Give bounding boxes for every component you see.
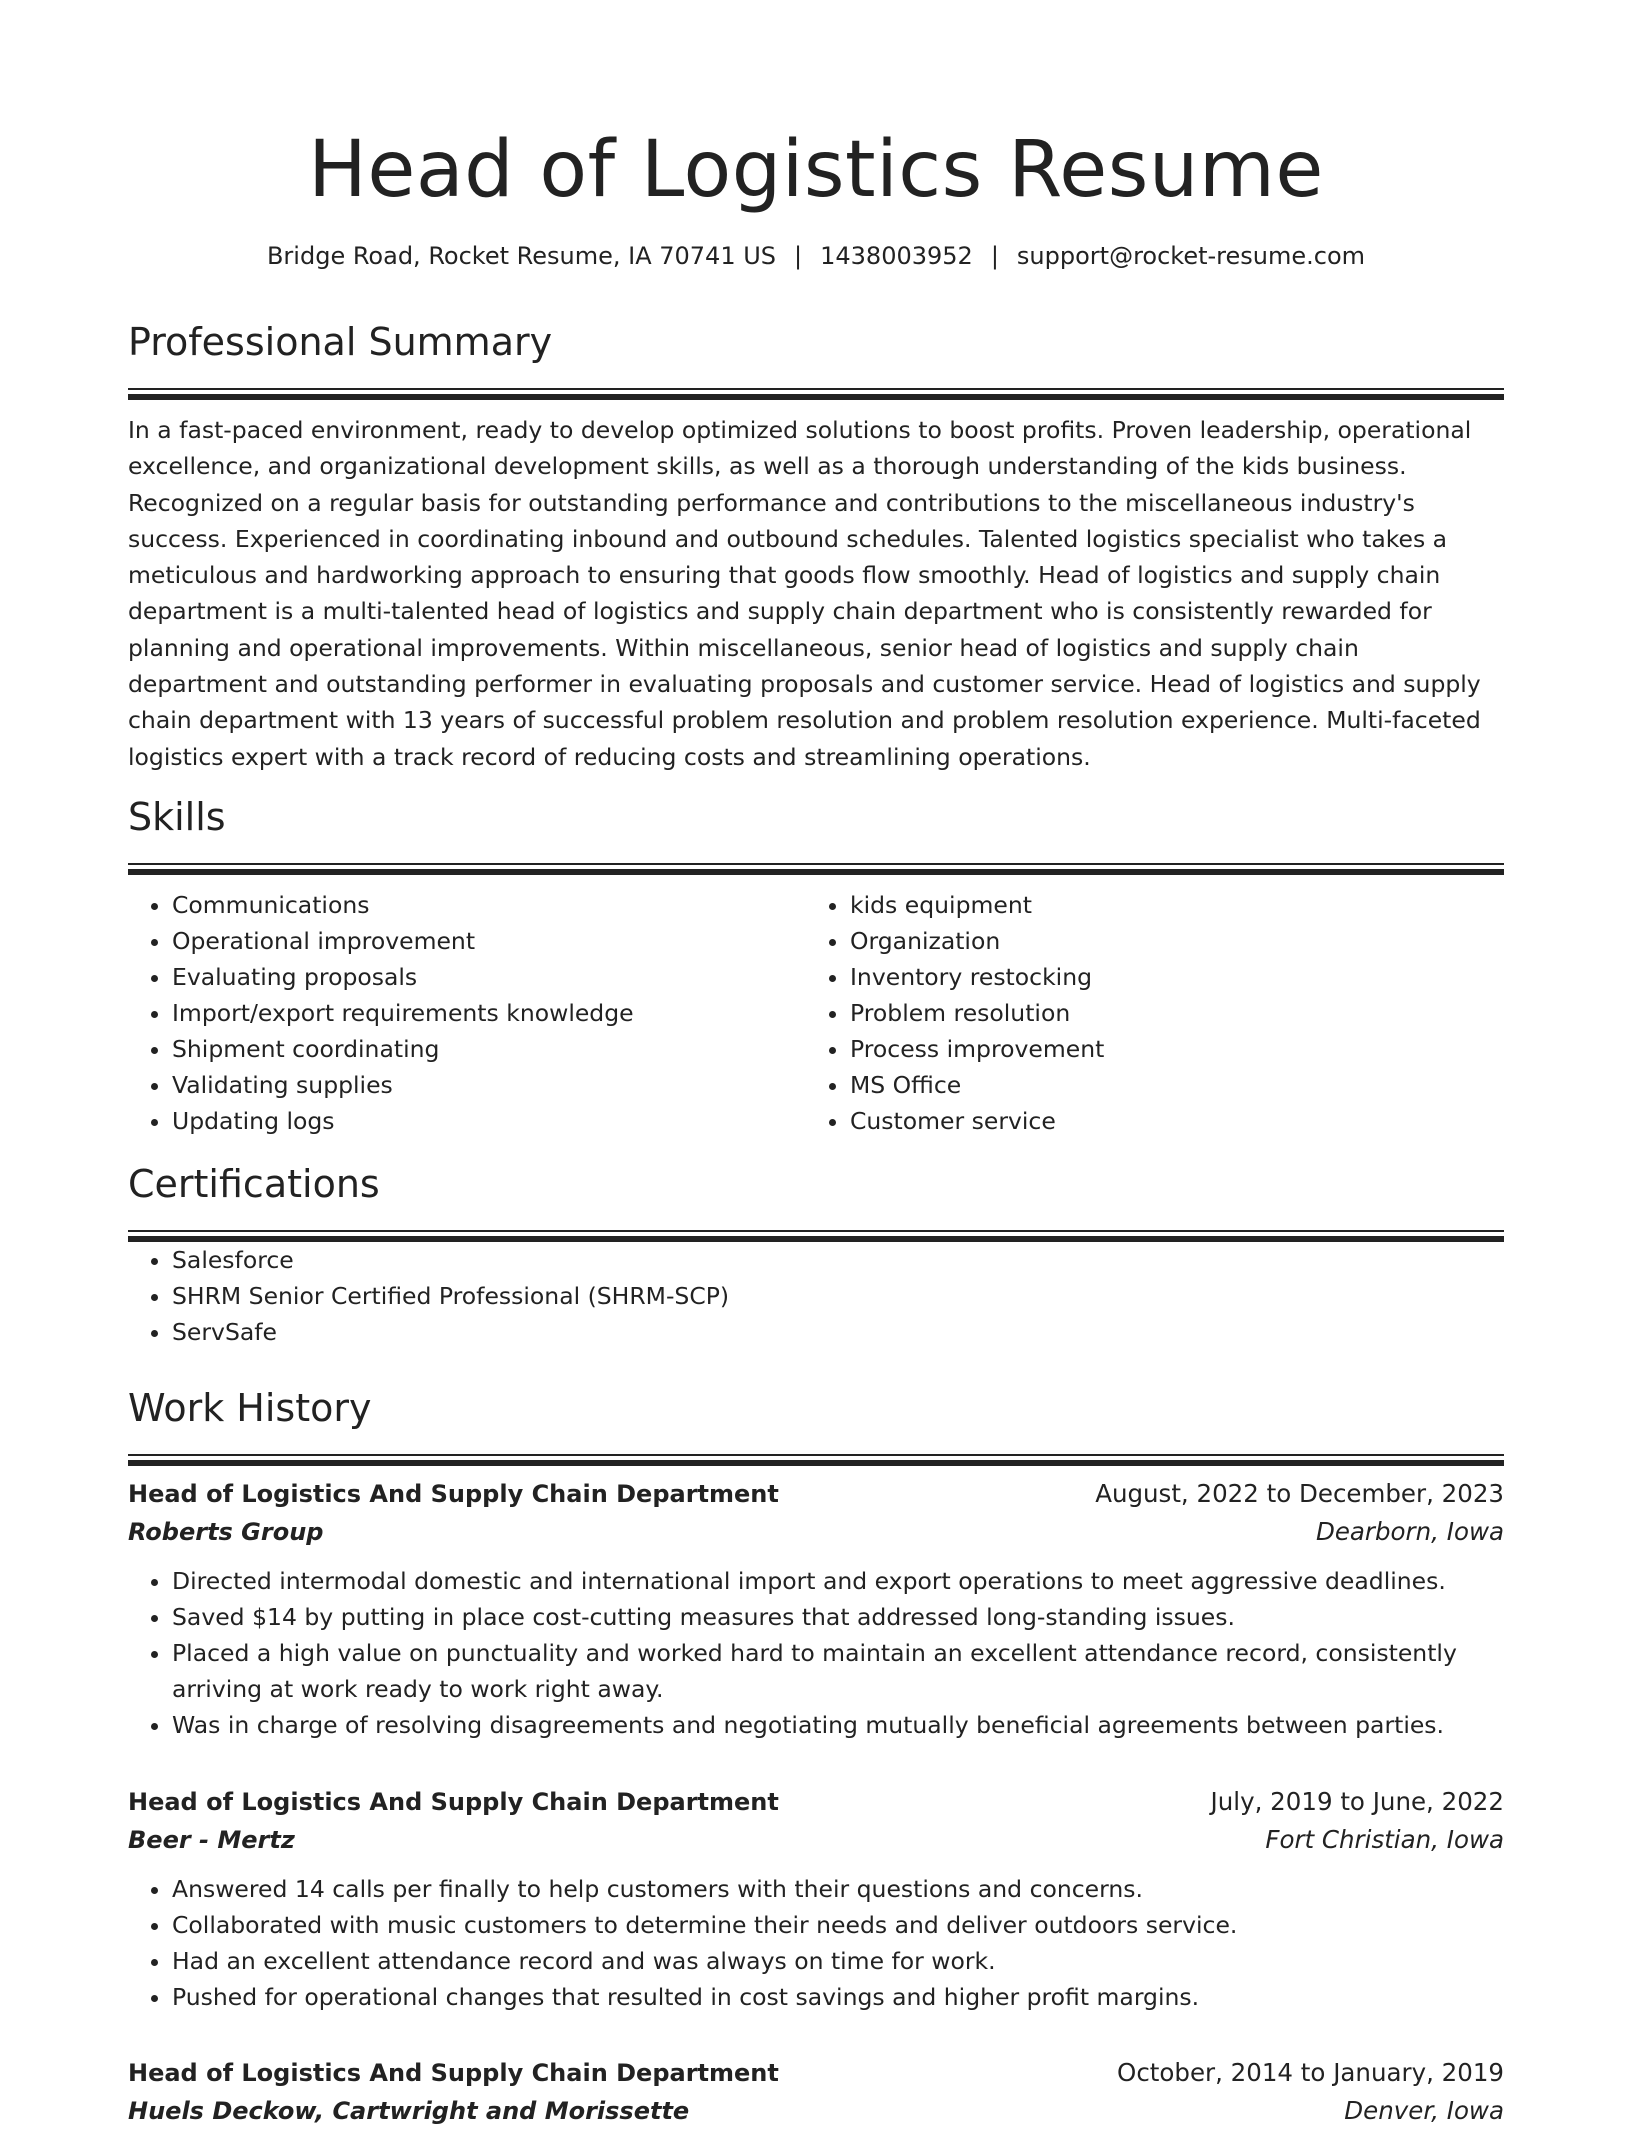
work-history-section (128, 1382, 1504, 1466)
job-duties-list (128, 1563, 1504, 1743)
job-entry (128, 2054, 1504, 2130)
skill-item: • MS Office (850, 1067, 1484, 1103)
summary-text: In a fast-paced environment, ready to develop optimized solutions to boost profits. Proven leadership, operational excellence, and organizational development skills, as well as a thorough understanding of the kids business. Recognized on a regular basis for outstanding performance and contributions to the miscellaneous industry's success. Experienced in coordinating inbound and outbound schedules. Talented logistics specialist who takes a meticulous and hardworking approach to ensuring that goods flow smoothly. Head of logistics and supply chain department is a multi-talented head of logistics and supply chain department who is consistently rewarded for planning and operational improvements. Within miscellaneous, senior head of logistics and supply chain department and outstanding performer in evaluating proposals and customer service. Head of logistics and supply chain department with 13 years of successful problem resolution and problem resolution experience. Multi-faceted logistics expert with a track record of reducing costs and streamlining operations. (128, 416, 1481, 771)
job-title: Head of Logistics And Supply Chain Department (128, 2059, 779, 2087)
section-divider (128, 1454, 1504, 1466)
skill-item: • Process improvement (850, 1031, 1484, 1067)
job-company: Beer - Mertz (128, 1826, 295, 1854)
section-divider (128, 863, 1504, 875)
job-dates: October, 2014 to January, 2019 (1117, 2058, 1504, 2087)
job-duties-list (128, 1871, 1504, 2015)
summary-heading: Professional Summary (128, 320, 553, 364)
job-location: Fort Christian, Iowa (1265, 1825, 1504, 1854)
contact-address: Bridge Road, Rocket Resume, IA 70741 US (266, 242, 777, 270)
job-title: Head of Logistics And Supply Chain Department (128, 1480, 779, 1508)
job-duty: • Answered 14 calls per finally to help customers with their questions and concerns. (172, 1871, 1504, 1907)
job-duty: • Placed a high value on punctuality and worked hard to maintain an excellent attendance record, consistently arriving at work ready to work right away. (172, 1635, 1504, 1707)
certifications-list (128, 1242, 1504, 1350)
job-duty: • Collaborated with music customers to determine their needs and deliver outdoors service. (172, 1907, 1504, 1943)
skills-heading: Skills (128, 795, 226, 839)
job-company: Huels Deckow, Cartwright and Morissette (128, 2097, 690, 2125)
contact-phone: 1438003952 (820, 242, 973, 270)
skill-item: • Customer service (850, 1103, 1484, 1139)
section-divider (128, 388, 1504, 400)
job-title: Head of Logistics And Supply Chain Department (128, 1788, 779, 1816)
certifications-section (128, 1158, 1504, 1350)
job-duty: • Directed intermodal domestic and international import and export operations to meet aggressive deadlines. (172, 1563, 1504, 1599)
skill-item: • Organization (850, 923, 1484, 959)
skill-item: • Operational improvement (172, 923, 806, 959)
skill-item: • Updating logs (172, 1103, 806, 1139)
job-duty: • Had an excellent attendance record and was always on time for work. (172, 1943, 1504, 1979)
job-dates: August, 2022 to December, 2023 (1095, 1479, 1504, 1508)
job-dates: July, 2019 to June, 2022 (1210, 1787, 1504, 1816)
certification-item: • SHRM Senior Certified Professional (SHRM-SCP) (172, 1278, 1504, 1314)
job-duty: • Was in charge of resolving disagreements and negotiating mutually beneficial agreements between parties. (172, 1707, 1504, 1743)
contact-separator: | (990, 242, 999, 270)
certifications-heading: Certifications (128, 1162, 380, 1206)
job-company: Roberts Group (128, 1518, 324, 1546)
skills-column-right (806, 887, 1484, 1139)
skills-list-left (128, 887, 806, 1139)
job-entry (128, 1475, 1504, 1743)
job-entry (128, 1783, 1504, 2015)
skill-item: • Validating supplies (172, 1067, 806, 1103)
contact-line (128, 238, 1504, 274)
skill-item: • Problem resolution (850, 995, 1484, 1031)
summary-section (128, 316, 1504, 775)
skills-list-right (806, 887, 1484, 1139)
contact-separator: | (794, 242, 803, 270)
resume-title: Head of Logistics Resume (308, 125, 1324, 215)
skills-column-left (128, 887, 806, 1139)
contact-email: support@rocket-resume.com (1016, 242, 1366, 270)
skills-grid (128, 887, 1504, 1139)
skill-item: • Inventory restocking (850, 959, 1484, 995)
skill-item: • kids equipment (850, 887, 1484, 923)
job-company-row (128, 1513, 1504, 1551)
job-duty: • Saved $14 by putting in place cost-cutting measures that addressed long-standing issues. (172, 1599, 1504, 1635)
work-history-heading: Work History (128, 1386, 372, 1430)
section-divider (128, 1230, 1504, 1242)
job-company-row (128, 1821, 1504, 1859)
job-location: Denver, Iowa (1344, 2096, 1504, 2125)
job-location: Dearborn, Iowa (1315, 1517, 1504, 1546)
job-header-row (128, 1783, 1504, 1821)
job-header-row (128, 2054, 1504, 2092)
skills-section (128, 791, 1504, 1139)
skill-item: • Import/export requirements knowledge (172, 995, 806, 1031)
job-header-row (128, 1475, 1504, 1513)
job-duty: • Pushed for operational changes that resulted in cost savings and higher profit margins. (172, 1979, 1504, 2015)
certification-item: • ServSafe (172, 1314, 1504, 1350)
skill-item: • Shipment coordinating (172, 1031, 806, 1067)
skill-item: • Communications (172, 887, 806, 923)
skill-item: • Evaluating proposals (172, 959, 806, 995)
job-company-row (128, 2092, 1504, 2130)
certification-item: • Salesforce (172, 1242, 1504, 1278)
